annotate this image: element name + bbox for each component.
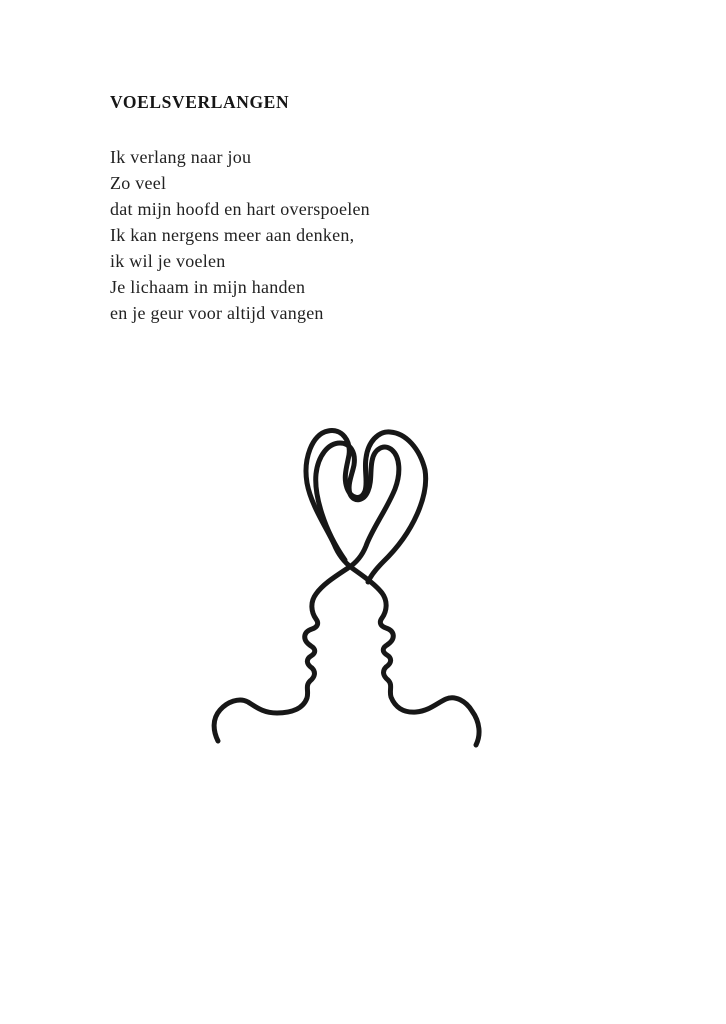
left-profile-heart-stroke — [214, 443, 399, 741]
poem-line-2: Zo veel — [110, 173, 167, 193]
right-profile-heart-stroke — [306, 431, 479, 745]
poem-line-5: ik wil je voelen — [110, 251, 226, 271]
poem-title: VOELSVERLANGEN — [110, 92, 290, 112]
poem-line-4: Ik kan nergens meer aan denken, — [110, 225, 355, 245]
poem-line-1: Ik verlang naar jou — [110, 147, 252, 167]
poem-line-7: en je geur voor altijd vangen — [110, 303, 324, 323]
poem-line-3: dat mijn hoofd en hart overspoelen — [110, 199, 370, 219]
poem-body — [110, 144, 590, 326]
poem-line-6: Je lichaam in mijn handen — [110, 277, 306, 297]
poem-text-block — [110, 93, 590, 326]
